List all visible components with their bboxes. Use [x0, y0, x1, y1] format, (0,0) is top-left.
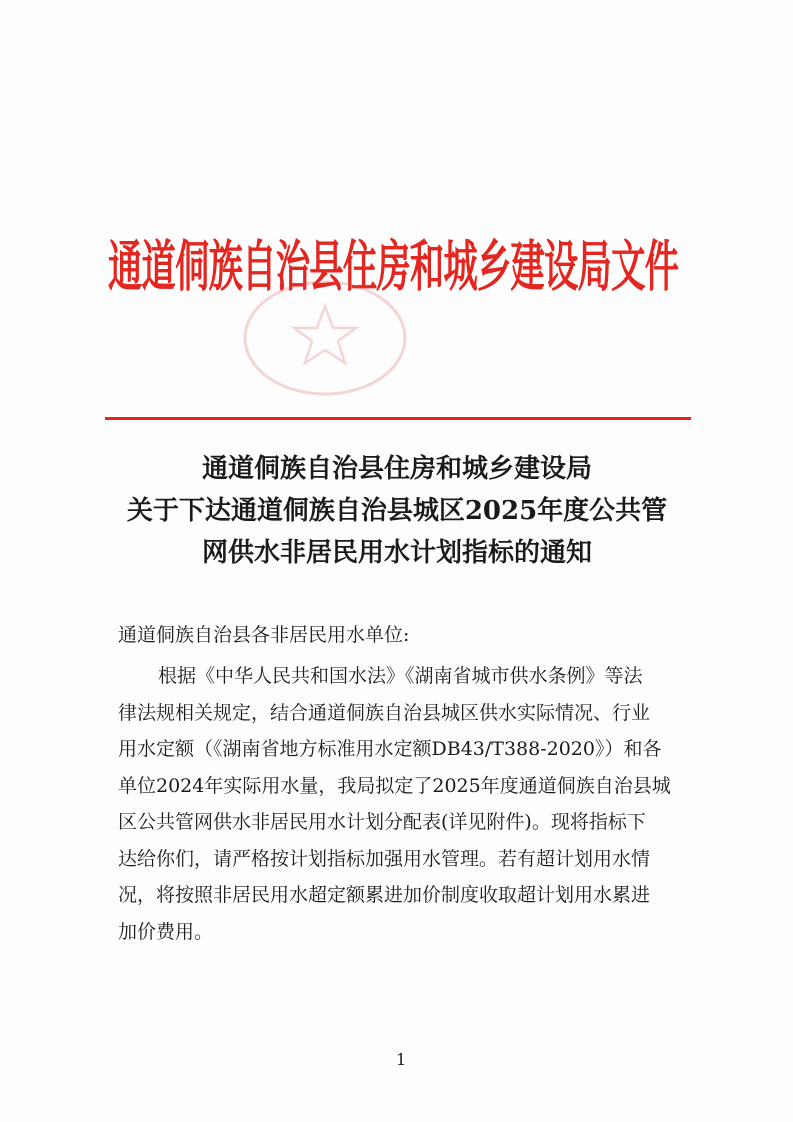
body-line: 区公共管网供水非居民用水计划分配表(详见附件)。现将指标下	[118, 811, 646, 833]
body-line: 加价费用。	[118, 920, 214, 943]
masthead-title: 通道侗族自治县住房和城乡建设局文件	[108, 235, 679, 300]
document-title	[90, 448, 704, 574]
red-divider-rule	[105, 417, 691, 420]
body-line: 单位2024年实际用水量，我局拟定了2025年度通道侗族自治县城	[118, 774, 671, 797]
title-line-1: 通道侗族自治县住房和城乡建设局	[201, 454, 592, 484]
body-line: 律法规相关规定，结合通道侗族自治县城区供水实际情况、行业	[118, 701, 651, 724]
body-line: 达给你们，请严格按计划指标加强用水管理。若有超计划用水情	[118, 847, 651, 870]
body-line: 根据《中华人民共和国水法》《湖南省城市供水条例》等法	[158, 665, 643, 687]
title-line-2: 关于下达通道侗族自治县城区2025年度公共管	[126, 496, 668, 526]
salutation: 通道侗族自治县各非居民用水单位:	[118, 624, 410, 646]
body-line: 况，将按照非居民用水超定额累进加价制度收取超计划用水累进	[118, 884, 651, 906]
official-seal-icon	[240, 278, 410, 398]
title-line-3: 网供水非居民用水计划指标的通知	[201, 538, 592, 568]
body-line: 用水定额（《湖南省地方标准用水定额DB43/T388-2020》）和各	[118, 738, 662, 760]
page-number: 1	[396, 1050, 407, 1069]
body-paragraph	[118, 658, 702, 950]
